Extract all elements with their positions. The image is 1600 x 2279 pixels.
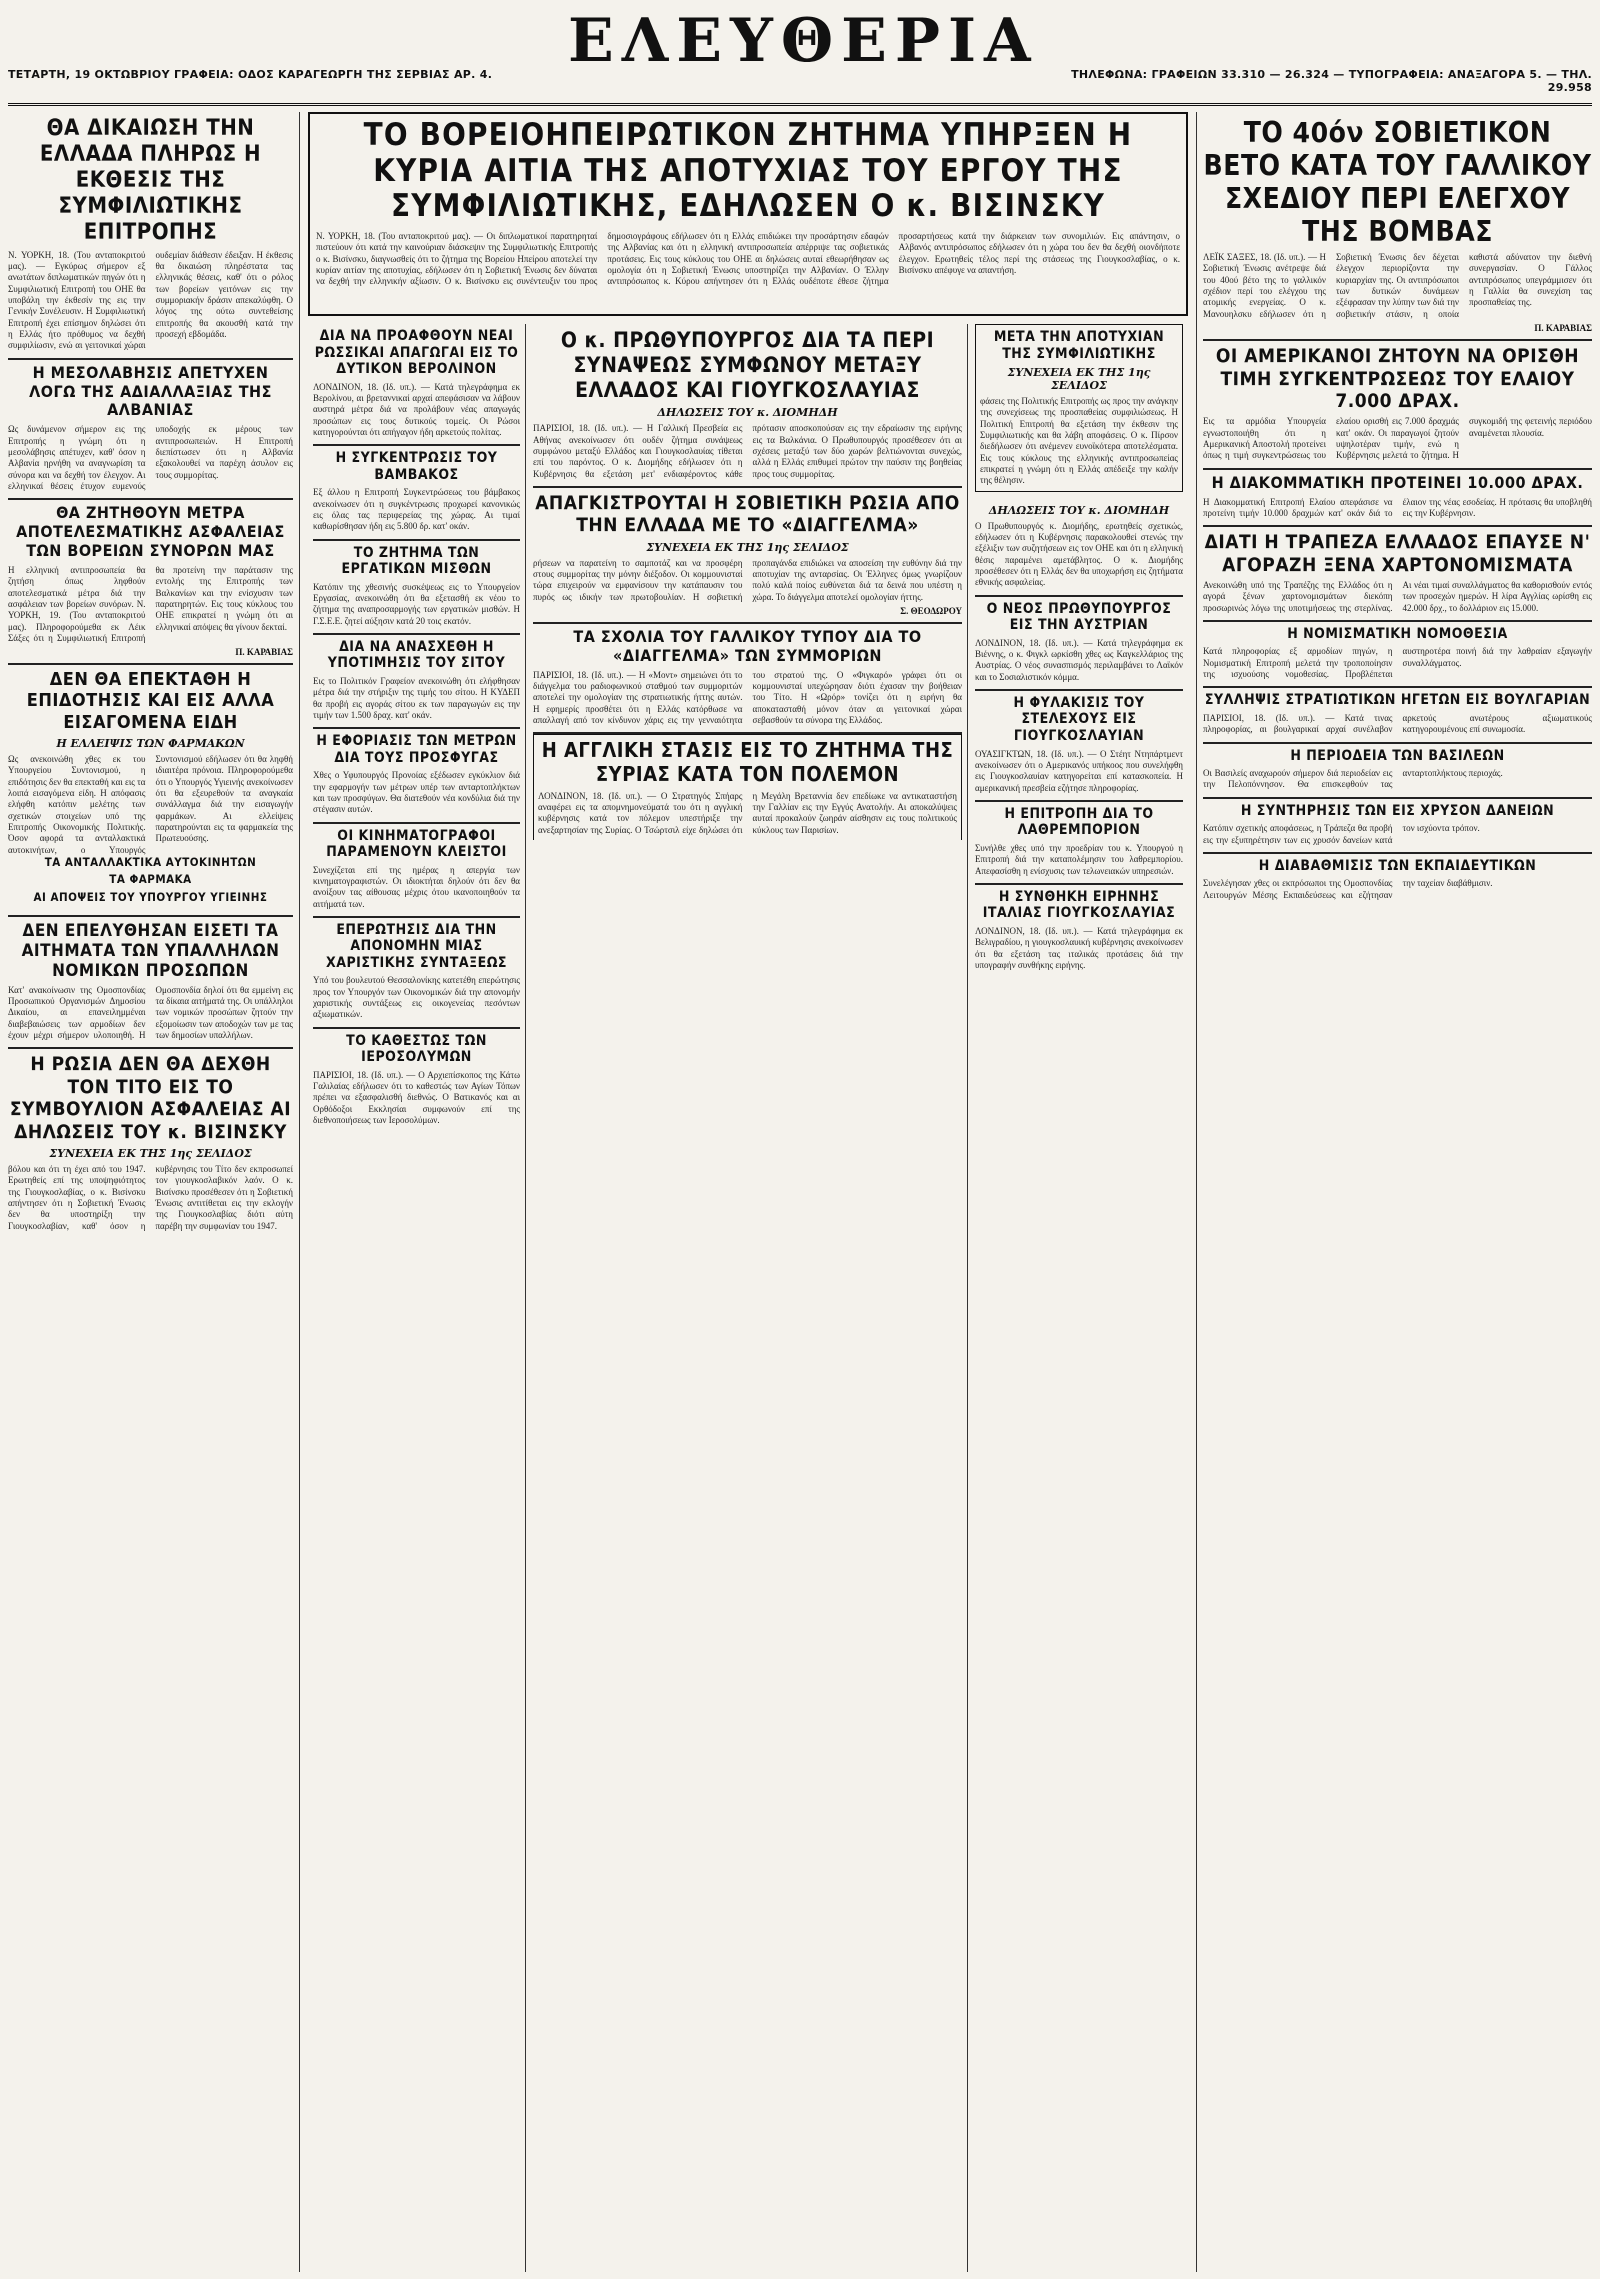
subheading-medicines: ΤΑ ΦΑΡΜΑΚΑ xyxy=(109,872,192,887)
headline: ΔΙΑ ΝΑ ΑΝΑΣΧΕΘΗ Η ΥΠΟΤΙΜΗΣΙΣ ΤΟΥ ΣΙΤΟΥ xyxy=(327,638,506,672)
article-reconciliation-report xyxy=(8,112,293,360)
article-soviet-veto xyxy=(1203,112,1592,341)
byline: Π. ΚΑΡΑΒΙΑΣ xyxy=(1534,323,1592,334)
headline: ΤΟ ΚΑΘΕΣΤΩΣ ΤΩΝ ΙΕΡΟΣΟΛΥΜΩΝ xyxy=(346,1032,487,1066)
article-text: Κατά πληροφορίας εξ αρμοδίων πηγών, η Νομισματική Επιτροπή μελετά την τροποποίησιν της ισχυούσης νομοθεσίας. Προβλέπεται αυστηροτέρα ποινή διά την λαθραίαν εξαγωγήν συναλλάγματος. xyxy=(1203,646,1592,680)
article-italy-treaty xyxy=(975,885,1183,977)
headline: Η ΡΩΣΙΑ ΔΕΝ ΘΑ ΔΕΧΘΗ ΤΟΝ ΤΙΤΟ ΕΙΣ ΤΟ ΣΥΜΒΟΥΛΙΟΝ ΑΣΦΑΛΕΙΑΣ ΑΙ ΔΗΛΩΣΕΙΣ ΤΟΥ κ. ΒΙΣΙΝΣΚΥ xyxy=(9,1053,292,1143)
article-diomidis xyxy=(975,498,1183,597)
masthead xyxy=(8,6,1592,106)
article-text: ΛΟΝΔΙΝΟΝ, 18. (Ιδ. υπ.). — Κατά τηλεγράφημα εκ Βερολίνου, αι βρεταννικαί αρχαί απεφάσισαν να λάβουν αυστηρά μέτρα διά να προλάβουν νέας απαγωγάς προσώπων εις τους δυτικούς τομείς. Οι Ρώσοι κατηγορούνται ότι απήγαγον ήδη αρκετούς πολίτας. xyxy=(313,381,520,437)
middle-subcolumns xyxy=(308,324,1188,2272)
middle-left-column xyxy=(308,324,526,2272)
middle-section xyxy=(308,112,1188,2272)
headline: Η ΜΕΣΟΛΑΒΗΣΙΣ ΑΠΕΤΥΧΕΝ ΛΟΓΩ ΤΗΣ ΑΔΙΑΛΛΑΞΙΑΣ ΤΗΣ ΑΛΒΑΝΙΑΣ xyxy=(29,362,272,420)
kicker: Η ΕΛΛΕΙΨΙΣ ΤΩΝ ΦΑΡΜΑΚΩΝ xyxy=(56,736,245,750)
article-text: Ανεκοινώθη υπό της Τραπέζης της Ελλάδος ότι η αγορά ξένων χαρτονομισμάτων διεκόπη προσωρινώς λόγω της υποτιμήσεως της στερλίνας. Αι νέαι τιμαί συναλλάγματος θα καθορισθούν εντός των προσεχών ημερών. Η λίρα Αγγλίας ωρίσθη εις 42.000 δρχ., το δολλάριον εις 15.000. xyxy=(1203,579,1592,613)
headline: Η ΕΦΟΡΙΑΣΙΣ ΤΩΝ ΜΕΤΡΩΝ ΔΙΑ ΤΟΥΣ ΠΡΟΣΦΥΓΑΣ xyxy=(316,733,517,766)
article-text: Εις τα αρμόδια Υπουργεία εγνωστοποιήθη ότι η Αμερικανική Αποστολή προτείνει όπως η τιμή συγκεντρώσεως του ελαίου ορισθή εις 7.000 δραχμάς κατ' οκάν. Οι παραγωγοί ζητούν υψηλοτέραν τιμήν, ενώ η Κυβέρνησις μελετά το ζήτημα. Η συγκομιδή της φετεινής περιόδου αναμένεται πλουσία. xyxy=(1203,416,1592,461)
headline: ΕΠΕΡΩΤΗΣΙΣ ΔΙΑ ΤΗΝ ΑΠΟΝΟΜΗΝ ΜΙΑΣ ΧΑΡΙΣΤΙΚΗΣ ΣΥΝΤΑΞΕΩΣ xyxy=(325,921,508,971)
headline: Ο κ. ΠΡΩΘΥΠΟΥΡΓΟΣ ΔΙΑ ΤΑ ΠΕΡΙ ΣΥΝΑΨΕΩΣ ΣΥΜΦΩΝΟΥ ΜΕΤΑΞΥ ΕΛΛΑΔΟΣ ΚΑΙ ΓΙΟΥΓΚΟΣΛΑΥΙΑΣ xyxy=(560,328,935,402)
article-text: Συνελέγησαν χθες οι εκπρόσωποι της Ομοσπονδίας Λειτουργών Μέσης Εκπαιδεύσεως και εζήτησαν την ταχείαν διαβάθμισιν. xyxy=(1203,878,1493,900)
headline: ΟΙ ΑΜΕΡΙΚΑΝΟΙ ΖΗΤΟΥΝ ΝΑ ΟΡΙΣΘΗ ΤΙΜΗ ΣΥΓΚΕΝΤΡΩΣΕΩΣ ΤΟΥ ΕΛΑΙΟΥ 7.000 ΔΡΑΧ. xyxy=(1215,345,1580,412)
headline: Η ΔΙΑΒΑΘΜΙΣΙΣ ΤΩΝ ΕΚΠΑΙΔΕΥΤΙΚΩΝ xyxy=(1258,857,1537,874)
article-bank-of-greece xyxy=(1203,527,1592,622)
article-text: ΠΑΡΙΣΙΟΙ, 18. (Ιδ. υπ.). — Η Γαλλική Πρεσβεία εις Αθήνας ανεκοίνωσεν ότι ουδέν ζήτημα συνάψεως συμφώνου μεταξύ Ελλάδος και Γιουγκοσλαυίας τίθεται επί του παρόντος. Ο κ. Διομήδης εδήλωσεν ότι η Κυβέρνησις θα εξετάση μετ' ενδιαφέροντος κάθε πρότασιν αποσκοπούσαν εις την εδραίωσιν της ειρήνης εις τα Βαλκάνια. Ο Πρωθυπουργός προσέθεσεν ότι αι σχέσεις μεταξύ των δύο χωρών βελτιώνονται συνεχώς, αλλά η Ελλάς επιθυμεί πρώτον την παύσιν της βοηθείας προς τους συμμορίτας. xyxy=(533,423,962,479)
article-albania-mediation xyxy=(8,360,293,501)
article-text: Χθες ο Υφυπουργός Προνοίας εξέδωσεν εγκύκλιον διά την εφαρμογήν των μέτρων υπέρ των ανταρτοπλήκτων και των προσφύγων. Θα διατεθούν νέα κονδύλια διά την στέγασιν αυτών. xyxy=(313,770,520,815)
subheading-health-minister: ΑΙ ΑΠΟΨΕΙΣ ΤΟΥ ΥΠΟΥΡΓΟΥ ΥΓΙΕΙΝΗΣ xyxy=(33,890,268,905)
article-monetary-law xyxy=(1203,622,1592,689)
headline: ΔΙΑ ΝΑ ΠΡΟΑΦΘΟΥΝ ΝΕΑΙ ΡΩΣΣΙΚΑΙ ΑΠΑΓΩΓΑΙ ΕΙΣ ΤΟ ΔΥΤΙΚΟΝ ΒΕΡΟΛΙΝΟΝ xyxy=(314,328,519,378)
kicker: ΔΗΛΩΣΕΙΣ ΤΟΥ κ. ΔΙΟΜΗΔΗ xyxy=(988,503,1170,517)
lead-headline: ΤΟ ΒΟΡΕΙΟΗΠΕΙΡΩΤΙΚΟΝ ΖΗΤΗΜΑ ΥΠΗΡΞΕΝ Η ΚΥΡΙΑ ΑΙΤΙΑ ΤΗΣ ΑΠΟΤΥΧΙΑΣ ΤΟΥ ΕΡΓΟΥ ΤΗΣ ΣΥΜΦΙΛΙΩΤΙΚΗΣ, ΕΔΗΛΩΣΕΝ Ο κ. ΒΙΣΙΝΣΚΥ xyxy=(363,117,1133,225)
subheading-car-parts: ΤΑ ΑΝΤΑΛΛΑΚΤΙΚΑ ΑΥΤΟΚΙΝΗΤΩΝ xyxy=(44,854,257,869)
lead-text: Ν. ΥΟΡΚΗ, 18. (Του ανταποκριτού μας). — Οι διπλωματικοί παρατηρηταί πιστεύουν ότι κατά την καινούριαν διάσκεψιν της Συμφιλιωτικής Επιτροπής ο κ. Βισίνσκυ, διαγνωσθείς ότι το ζήτημα της Βορείου Ηπείρου αποτελεί την κυρίαν αιτίαν της αποτυχίας, εδήλωσεν ότι η Σοβιετική Ένωσις δεν δύναται να δεχθή την ελληνικήν αξίωσιν. Ο κ. Βισίνσκυ εις συνέντευξιν του προς δημοσιογράφους εδήλωσεν ότι η Ελλάς επιδιώκει την προσάρτησιν εδαφών της Αλβανίας και ότι η ελληνική αντιπροσωπεία απέρριψε τας σοβιετικάς προτάσεις. Εις τους κύκλους του ΟΗΕ αι δηλώσεις αυταί εθεωρήθησαν ως ομολογία ότι η Σοβιετική Ένωσις υποστηρίζει την Αλβανίαν. Ο Έλλην αντιπρόσωπος κ. Κύρου απήντησεν ότι η Ελλάς ουδέποτε έθεσε ζήτημα προσαρτήσεως κατά την διάρκειαν των συνομιλιών. Εις απάντησιν, ο Αλβανός αντιπρόσωπος εδήλωσεν ότι η χώρα του δεν θα δεχθή οιονδήποτε έλεγχον. Ερωτηθείς τέλος περί της στάσεως της Γιουγκοσλαβίας, ο κ. Βισίνσκυ απέφυγε να απαντήση. xyxy=(316,230,1180,287)
article-syria xyxy=(533,734,962,840)
article-text: ΠΑΡΙΣΙΟΙ, 18. (Ιδ. υπ.). — Η «Μοντ» σημειώνει ότι το διάγγελμα του ραδιοφωνικού σταθμού των συμμοριτών αποτελεί την ομολογίαν της στρατιωτικής ήττης αυτών. Η εφημερίς προσθέτει ότι η Ελλάς κατόρθωσε να απαλλαγή από τον κίνδυνον χάρις εις την γενναιότητα του στρατού της. Ο «Φιγκαρό» γράφει ότι οι κομμουνισταί υπεχώρησαν διότι έχασαν την βοήθειαν του Τίτο. Η «Ωρόρ» τονίζει ότι η ειρήνη θα αποκατασταθή μόνον όταν αι γειτονικαί χώραι σεβασθούν τα σύνορα της Ελλάδος. xyxy=(533,669,962,726)
article-smuggling xyxy=(975,802,1183,885)
article-refugees xyxy=(313,729,520,823)
article-text: Εξ άλλου η Επιτροπή Συγκεντρώσεως του βάμβακος ανεκοίνωσεν ότι η συγκέντρωσις προχωρεί κανονικώς εις όλας τας περιφερείας της χώρας. Αι τιμαί καθωρίσθησαν ήδη εις 5.800 δρ. κατ' οκάν. xyxy=(313,487,520,532)
middle-right-column xyxy=(970,324,1188,2272)
article-interparty xyxy=(1203,470,1592,528)
kicker: ΣΥΝΕΧΕΙΑ ΕΚ ΤΗΣ 1ης ΣΕΛΙΔΟΣ xyxy=(49,1146,252,1160)
article-after-failure xyxy=(975,324,1183,492)
right-column xyxy=(1196,112,1592,2272)
headline: Ο ΝΕΟΣ ΠΡΩΘΥΠΟΥΡΓΟΣ ΕΙΣ ΤΗΝ ΑΥΣΤΡΙΑΝ xyxy=(986,600,1172,634)
headline: Η ΠΕΡΙΟΔΕΙΑ ΤΩΝ ΒΑΣΙΛΕΩΝ xyxy=(1290,747,1505,764)
headline: ΘΑ ΔΙΚΑΙΩΣΗ ΤΗΝ ΕΛΛΑΔΑ ΠΛΗΡΩΣ Η ΕΚΘΕΣΙΣ ΤΗΣ ΣΥΜΦΙΛΙΩΤΙΚΗΣ ΕΠΙΤΡΟΠΗΣ xyxy=(39,116,262,245)
headline: Η ΣΥΝΘΗΚΗ ΕΙΡΗΝΗΣ ΙΤΑΛΙΑΣ ΓΙΟΥΓΚΟΣΛΑΥΙΑΣ xyxy=(982,888,1176,922)
article-text: Ως δυνάμενον σήμερον εις της Επιτροπής η γνώμη ότι η μεσολάβησις απέτυχεν, καθ' όσον η Αλβανία ηρνήθη να αναγνωρίση τα σύνορα και να δεχθή τον έλεγχον. Αι ελληνικαί θέσεις έτυχον ευμενούς υποδοχής εκ μέρους των αντιπροσωπειών. Η Επιτροπή διεπίστωσεν ότι η Αλβανία εξακολουθεί να παρέχη άσυλον εις τους συμμορίτας. xyxy=(8,424,293,491)
headline: ΜΕΤΑ ΤΗΝ ΑΠΟΤΥΧΙΑΝ ΤΗΣ ΣΥΜΦΙΛΙΩΤΙΚΗΣ xyxy=(993,329,1165,362)
article-text: ΟΥΑΣΙΓΚΤΩΝ, 18. (Ιδ. υπ.). — Ο Στέητ Ντηπάρτμεντ ανεκοίνωσεν ότι ο Αμερικανός υπήκοος που συνελήφθη εις Γιουγκοσλαυίαν κατηγορείται επί κατασκοπεία. Η αμερικανική πρεσβεία εζήτησε πληροφορίας. xyxy=(975,748,1183,793)
byline: Σ. ΘΕΟΔΩΡΟΥ xyxy=(900,606,962,617)
article-text: ΛΟΝΔΙΝΟΝ, 18. (Ιδ. υπ.). — Ο Στρατηγός Σπήαρς αναφέρει εις τα απομνημονεύματά του ότι η αγγλική κυβέρνησις κατά τον πόλεμον υπεστήριξε την ανεξαρτησίαν της Συρίας. Ο Τσώρτσιλ είχε δηλώσει ότι η Μεγάλη Βρεταννία δεν επεδίωκε να αντικαταστήση την Γαλλίαν εις την Εγγύς Ανατολήν. Αι αποκαλύψεις αυταί προκαλούν ζωηράν αίσθησιν εις τους πολιτικούς κύκλους των Παρισίων. xyxy=(538,790,957,835)
article-subsidy xyxy=(8,665,293,916)
lead-article xyxy=(308,112,1188,316)
headline: ΣΥΛΛΗΨΙΣ ΣΤΡΑΤΙΩΤΙΚΩΝ ΗΓΕΤΩΝ ΕΙΣ ΒΟΥΛΓΑΡΙΑΝ xyxy=(1204,692,1591,709)
article-wheat xyxy=(313,635,520,729)
article-austria xyxy=(975,597,1183,691)
article-text: Εις το Πολιτικόν Γραφείον ανεκοινώθη ότι ελήφθησαν μέτρα διά την στήριξιν της τιμής του σίτου. Η ΚΥΔΕΠ θα προβή εις αγοράς σίτου εκ των παραγωγών εις την τιμήν των 1.500 δραχ. κατ' οκάν. xyxy=(313,675,520,720)
article-text: Κατόπιν σχετικής αποφάσεως, η Τράπεζα θα προβή εις την εξυπηρέτησιν των εις χρυσόν δανείων κατά τον ισχύοντα τρόπον. xyxy=(1203,823,1480,845)
byline: Π. ΚΑΡΑΒΙΑΣ xyxy=(235,647,293,658)
masthead-date-address: ΤΕΤΑΡΤΗ, 19 ΟΚΤΩΒΡΙΟΥ ΓΡΑΦΕΙΑ: ΟΔΟΣ ΚΑΡΑΓΕΩΡΓΗ ΤΗΣ ΣΕΡΒΙΑΣ ΑΡ. 4. xyxy=(8,68,493,81)
article-oil-price xyxy=(1203,341,1592,470)
newspaper-title: ΕΛΕΥΘΕΡΙΑ xyxy=(568,6,1039,76)
article-jerusalem xyxy=(313,1029,520,1133)
article-text: Συνήλθε χθες υπό την προεδρίαν του κ. Υπουργού η Επιτροπή διά την καταπολέμησιν του λαθρεμπορίου. Απεφασίσθη η ενίσχυσις των τελωνειακών υπηρεσιών. xyxy=(975,842,1183,876)
kicker: ΣΥΝΕΧΕΙΑ ΕΚ ΤΗΣ 1ης ΣΕΛΙΔΟΣ xyxy=(646,540,849,554)
headline: Η ΑΓΓΛΙΚΗ ΣΤΑΣΙΣ ΕΙΣ ΤΟ ΖΗΤΗΜΑ ΤΗΣ ΣΥΡΙΑΣ ΚΑΤΑ ΤΟΝ ΠΟΛΕΜΟΝ xyxy=(541,738,954,787)
article-text: Συνεχίζεται επί της ημέρας η απεργία των κινηματογραφιστών. Οι ιδιοκτήται δηλούν ότι δεν θα ανοίξουν τας αίθουσας μέχρις ότου ικανοποιηθούν τα αιτήματά των. xyxy=(313,864,520,909)
headline: ΘΑ ΖΗΤΗΘΟΥΝ ΜΕΤΡΑ ΑΠΟΤΕΛΕΣΜΑΤΙΚΗΣ ΑΣΦΑΛΕΙΑΣ ΤΩΝ ΒΟΡΕΙΩΝ ΣΥΝΟΡΩΝ ΜΑΣ xyxy=(16,503,285,561)
article-text: Η Διακομματική Επιτροπή Ελαίου απεφάσισε να προτείνη τιμήν 10.000 δραχμών κατ' οκάν διά το έλαιον της νέας εσοδείας. Η πρότασις θα υποβληθή εις την Κυβέρνησιν. xyxy=(1203,496,1592,518)
kicker: ΔΗΛΩΣΕΙΣ ΤΟΥ κ. ΔΙΟΜΗΔΗ xyxy=(657,406,838,420)
article-text: Κατ' ανακοίνωσιν της Ομοσπονδίας Προσωπικού Οργανισμών Δημοσίου Δικαίου, αι επανειλημμέναι διαβεβαιώσεις των αρμοδίων δεν έχουν μέχρι σήμερον υλοποιηθή. Η Ομοσπονδία δηλοί ότι θα εμμείνη εις τα δίκαια αιτήματά της. Οι υπάλληλοι των νομικών προσώπων ζητούν την εξομοίωσιν των αποδοχών των με τας των δημοσίων υπαλλήλων. xyxy=(8,984,293,1041)
headline: ΔΕΝ ΕΠΕΛΥΘΗΣΑΝ ΕΙΣΕΤΙ ΤΑ ΑΙΤΗΜΑΤΑ ΤΩΝ ΥΠΑΛΛΗΛΩΝ ΝΟΜΙΚΩΝ ΠΡΟΣΩΠΩΝ xyxy=(21,920,280,981)
article-text: ΛΟΝΔΙΝΟΝ, 18. (Ιδ. υπ.). — Κατά τηλεγράφημα εκ Βιέννης, ο κ. Φιγκλ ωρκίσθη χθες ως Καγκελλάριος της Αυστρίας. Ο νέος συνασπισμός περιλαμβάνει το Λαϊκόν και το Σοσιαλιστικόν κόμμα. xyxy=(975,637,1183,682)
article-text: Ο Πρωθυπουργός κ. Διομήδης, ερωτηθείς σχετικώς, εδήλωσεν ότι η Κυβέρνησις παρακολουθεί στενώς την εξέλιξιν των συζητήσεων εις τον ΟΗΕ και ότι η ελληνική θέσις παραμένει αμετάβλητος. Ο κ. Διομήδης προσέθεσεν ότι η Ελλάς δεν θα υποχωρήση εις ζητήματα εθνικής ασφαλείας. xyxy=(975,520,1183,588)
headline: ΤΟ ΖΗΤΗΜΑ ΤΩΝ ΕΡΓΑΤΙΚΩΝ ΜΙΣΘΩΝ xyxy=(341,544,492,578)
article-text: Υπό του βουλευτού Θεσσαλονίκης κατετέθη επερώτησις προς τον Υπουργόν των Οικονομικών διά την απονομήν χαριστικής συντάξεως εις οικογενείας πεσόντων αξιωματικών. xyxy=(313,975,520,1020)
left-column xyxy=(8,112,300,2272)
headline: Η ΣΥΓΚΕΝΤΡΩΣΙΣ ΤΟΥ ΒΑΜΒΑΚΟΣ xyxy=(335,450,498,483)
headline: Η ΕΠΙΤΡΟΠΗ ΔΙΑ ΤΟ ΛΑΘΡΕΜΠΟΡΙΟΝ xyxy=(1004,805,1154,839)
article-text: Οι Βασιλείς αναχωρούν σήμερον διά περιοδείαν εις την Πελοπόννησον. Θα επισκεφθούν τας ανταρτοπλήκτους περιοχάς. xyxy=(1203,768,1503,790)
masthead-phones: ΤΗΛΕΦΩΝΑ: ΓΡΑΦΕΙΩΝ 33.310 — 26.324 — ΤΥΠΟΓΡΑΦΕΙΑ: ΑΝΑΞΑΓΟΡΑ 5. — ΤΗΛ. 29.958 xyxy=(1071,68,1592,94)
article-cinemas xyxy=(313,824,520,918)
headline: ΤΟ 40όν ΣΟΒΙΕΤΙΚΟΝ ΒΕΤΟ ΚΑΤΑ ΤΟΥ ΓΑΛΛΙΚΟΥ ΣΧΕΔΙΟΥ ΠΕΡΙ ΕΛΕΓΧΟΥ ΤΗΣ ΒΟΜΒΑΣ xyxy=(1203,116,1592,249)
article-text: ΛΟΝΔΙΝΟΝ, 18. (Ιδ. υπ.). — Κατά τηλεγράφημα εκ Βελιγραδίου, η γιουγκοσλαυική κυβέρνησις ανεκοίνωσεν ότι θα εξετάση τας ιταλικάς προτάσεις διά την υπογραφήν συνθήκης ειρήνης. xyxy=(975,925,1183,970)
headline: Η ΔΙΑΚΟΜΜΑΤΙΚΗ ΠΡΟΤΕΙΝΕΙ 10.000 ΔΡΑΧ. xyxy=(1211,472,1584,492)
article-text: φάσεις της Πολιτικής Επιτροπής ως προς την ανάγκην της συνεχίσεως της προσπαθείας συμφιλιώσεως. Η Πολιτική Επιτροπή θα εξετάση την έκθεσιν της Συμφιλιωτικής και θα λάβη αποφάσεις. Ο κ. Πίρσον διεδήλωσεν ότι ανέμενεν ευνοϊκότερα αποτελέσματα. Εις τους κύκλους της ελληνικής αντιπροσωπείας επικρατεί η γνώμη ότι η Ελλάς απέδειξε την καλήν της θέλησιν. xyxy=(980,396,1178,486)
article-text: ΠΑΡΙΣΙΟΙ, 18. (Ιδ. υπ.). — Ο Αρχιεπίσκοπος της Κάτω Γαλιλαίας εδήλωσεν ότι το καθεστώς των Αγίων Τόπων πρέπει να εξασφαλισθή διεθνώς. Ο Βατικανός και αι Ορθόδοξοι Εκκλησίαι συμφωνούν επί της διεθνοποιήσεως των Ιεροσολύμων. xyxy=(313,1069,520,1126)
article-pension xyxy=(313,918,520,1029)
article-wages xyxy=(313,541,520,635)
headline: Η ΝΟΜΙΣΜΑΤΙΚΗ ΝΟΜΟΘΕΣΙΑ xyxy=(1287,625,1508,642)
article-text: ΠΑΡΙΣΙΟΙ, 18. (Ιδ. υπ.). — Κατά τινας πληροφορίας, αι βουλγαρικαί αρχαί συνέλαβον αρκετούς ανωτέρους αξιωματικούς κατηγορουμένους επί συνωμοσία. xyxy=(1203,712,1592,735)
article-text: Κατόπιν της χθεσινής συσκέψεως εις το Υπουργείον Εργασίας, ανεκοινώθη ότι θα εξετασθή εκ νέου το ζήτημα της αναπροσαρμογής των εργατικών μισθών. Η Γ.Σ.Ε.Ε. ζητεί αύξησιν κατά 20 τοις εκατόν. xyxy=(313,581,520,626)
kicker: ΣΥΝΕΧΕΙΑ ΕΚ ΤΗΣ 1ης ΣΕΛΙΔΟΣ xyxy=(1007,366,1151,393)
headline: ΤΑ ΣΧΟΛΙΑ ΤΟΥ ΓΑΛΛΙΚΟΥ ΤΥΠΟΥ ΔΙΑ ΤΟ «ΔΙΑΓΓΕΛΜΑ» ΤΩΝ ΣΥΜΜΟΡΙΩΝ xyxy=(573,627,922,665)
headline: ΑΠΑΓΚΙΣΤΡΟΥΤΑΙ Η ΣΟΒΙΕΤΙΚΗ ΡΩΣΙΑ ΑΠΟ ΤΗΝ ΕΛΛΑΔΑ ΜΕ ΤΟ «ΔΙΑΓΓΕΛΜΑ» xyxy=(535,491,960,537)
article-teachers xyxy=(1203,854,1592,907)
article-text: ΛΕΪΚ ΣΑΞΕΣ, 18. (Ιδ. υπ.). — Η Σοβιετική Ένωσις ανέτρεψε διά του 40ού βέτο της το γαλλικόν σχέδιον περί του ελέγχου της ατομικής ενεργείας. Ο κ. Μανουηλσκυ εδήλωσεν ότι η Σοβιετική Ένωσις δεν δέχεται έλεγχον περιορίζοντα την κυριαρχίαν της. Οι αντιπρόσωποι των δυτικών δυνάμεων εξέφρασαν την λύπην των διά την σοβιετικήν στάσιν, η οποία καθιστά αδύνατον την διεθνή συνεργασίαν. Ο Γάλλος αντιπρόσωπος υπεγράμμισεν ότι η Γαλλία θα συνεχίση τας προσπαθείας της. xyxy=(1203,252,1592,319)
article-russia-tito xyxy=(8,1049,293,1238)
article-text: Ως ανεκοινώθη χθες εκ του Υπουργείου Συντονισμού, η επιδότησις δεν θα επεκταθή και εις τα λοιπά εισαγόμενα είδη. Η απόφασις ελήφθη κατόπιν μελέτης των σχετικών στοιχείων υπό της Επιτροπής Οικονομικής Πολιτικής. Όσον αφορά τα ανταλλακτικά αυτοκινήτων, ο Υπουργός Συντονισμού εδήλωσεν ότι θα ληφθή ιδιαιτέρα πρόνοια. Πληροφορούμεθα ότι ο Υπουργός Υγιεινής ανεκοίνωσεν ότι θα εξευρεθούν τα αναγκαία συνάλλαγμα διά την εισαγωγήν φαρμάκων. Αι ελλείψεις παρατηρούνται εις τα φαρμακεία της Πρωτευούσης. xyxy=(8,753,293,855)
article-yugoslavia-arrest xyxy=(975,691,1183,802)
article-pm-pact xyxy=(533,324,962,488)
headline: Η ΣΥΝΤΗΡΗΣΙΣ ΤΩΝ ΕΙΣ ΧΡΥΣΟΝ ΔΑΝΕΙΩΝ xyxy=(1240,802,1555,819)
article-text: ρήσεων να παρατείνη το σαμποτάζ και να προσφέρη στους συμμορίτας την μόνην διέξοδον. Οι κομμουνισταί τώρα επιχειρούν να εμφανίσουν την κατάπαυσιν του πυρός ως ιδικήν των πρωτοβουλίαν. Η σοβιετική προπαγάνδα επιδιώκει να αποσείση την ευθύνην διά την αποτυχίαν της ανταρσίας. Οι Έλληνες όμως γνωρίζουν πολύ καλά ποίος ευθύνεται διά τα δεινά που υπέστη η χώρα. Το διάγγελμα αποτελεί ομολογίαν ήττης. xyxy=(533,557,962,602)
article-royal-tour xyxy=(1203,744,1592,799)
article-gold-loans xyxy=(1203,799,1592,854)
article-text: Η ελληνική αντιπροσωπεία θα ζητήση όπως ληφθούν αποτελεσματικά μέτρα διά την ασφάλειαν των βορείων συνόρων. Ν. ΥΟΡΚΗ, 19. (Του ανταποκριτού μας). Πληροφορούμεθα εκ Λέικ Σάξες ότι η Συμφιλιωτική Επιτροπή θα προτείνη την παράτασιν της εντολής της Επιτροπής των Βαλκανίων και την ενίσχυσιν των παρατηρητών. Εις τους κύκλους του ΟΗΕ επικρατεί η γνώμη ότι αι ελληνικαί απόψεις θα γίνουν δεκταί. xyxy=(8,564,293,643)
headline: ΔΙΑΤΙ Η ΤΡΑΠΕΖΑ ΕΛΛΑΔΟΣ ΕΠΑΥΣΕ Ν' ΑΓΟΡΑΖΗ ΞΕΝΑ ΧΑΡΤΟΝΟΜΙΣΜΑΤΑ xyxy=(1204,531,1591,576)
headline: ΔΕΝ ΘΑ ΕΠΕΚΤΑΘΗ Η ΕΠΙΔΟΤΗΣΙΣ ΚΑΙ ΕΙΣ ΑΛΛΑ ΕΙΣΑΓΟΜΕΝΑ ΕΙΔΗ xyxy=(26,669,275,733)
article-cotton xyxy=(313,446,520,540)
article-border-security xyxy=(8,500,293,665)
article-text: Ν. ΥΟΡΚΗ, 18. (Του ανταποκριτού μας). — Εγκύρως σήμερον εξ ανωτάτων διπλωματικών πηγών ότι η Συμφιλιωτική Επιτροπή του ΟΗΕ θα υποβάλη την έκθεσίν της εις την Γενικήν Συνέλευσιν. Η Συμφιλιωτική Επιτροπή έχει επίσημον δηλώσει ότι η Ελλάς ήτο πρόθυμος να δεχθή συμφιλίωσιν, ενώ αι γειτονικαί χώραι ουδεμίαν διάθεσιν έδειξαν. Η έκθεσις θα δικαιώση πληρέστατα τας ελληνικάς θέσεις, καθ' ότι ο ρόλος των βορείων γειτόνων εις την συμμοριακήν δράσιν απεκαλύφθη. Ο λόγος της ούτω συντεθείσης επιτροπής θα ακουσθή κατά την προσεχή εβδομάδα. xyxy=(8,249,293,351)
article-soviet-message xyxy=(533,488,962,624)
headline: ΟΙ ΚΙΝΗΜΑΤΟΓΡΑΦΟΙ ΠΑΡΑΜΕΝΟΥΝ ΚΛΕΙΣΤΟΙ xyxy=(326,827,507,861)
middle-center-column xyxy=(528,324,968,2272)
article-bulgaria xyxy=(1203,688,1592,743)
front-page xyxy=(8,112,1592,2272)
article-legal-entities-staff xyxy=(8,917,293,1050)
article-text: βόλου και ότι τη έχει από του 1947. Ερωτηθείς επί της υποψηφιότητος της Γιουγκοσλαβίας, ο κ. Βισίνσκυ απήντησεν ότι η Σοβιετική Ένωσις δεν θα υποστηρίξη την Γιουγκοσλαβίαν, καθ' όσον η κυβέρνησις του Τίτο δεν εκπροσωπεί τον γιουγκοσλαβικόν λαόν. Ο κ. Βισίνσκυ προσέθεσεν ότι η Σοβιετική Ένωσις αντιτίθεται εις την εκλογήν της Γιουγκοσλαβίας διότι αύτη παρέβη την συμφωνίαν του 1947. xyxy=(8,1163,293,1231)
article-berlin xyxy=(313,324,520,446)
headline: Η ΦΥΛΑΚΙΣΙΣ ΤΟΥ ΣΤΕΛΕΧΟΥΣ ΕΙΣ ΓΙΟΥΓΚΟΣΛΑΥΙΑΝ xyxy=(1013,694,1145,744)
article-french-press xyxy=(533,624,962,734)
